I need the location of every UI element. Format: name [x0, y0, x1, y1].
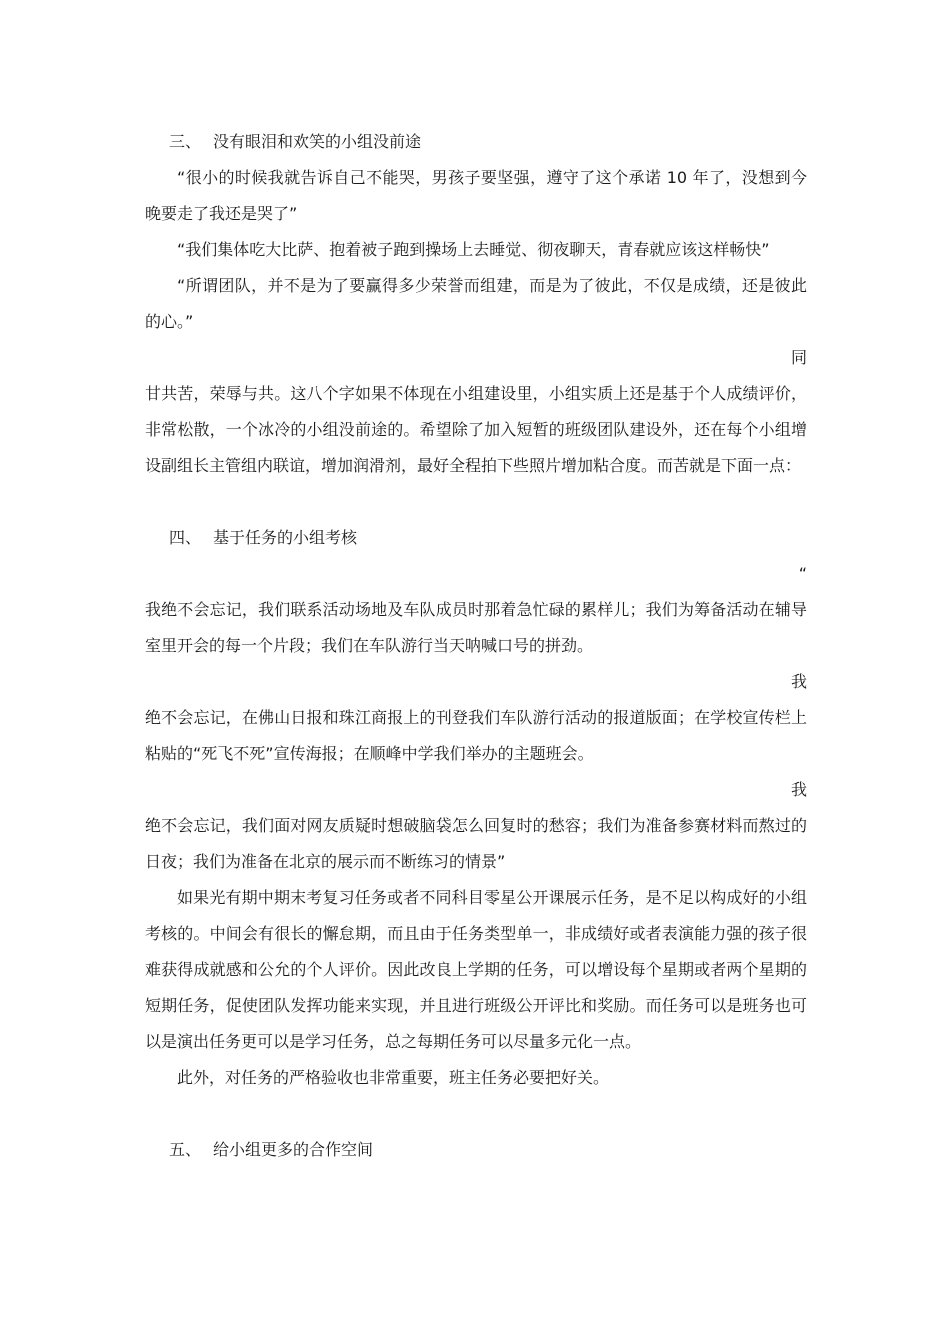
section-title: 基于任务的小组考核: [213, 528, 358, 547]
quote-paragraph: “所谓团队，并不是为了要赢得多少荣誉而组建，而是为了彼此，不仅是成绩，还是彼此的心。”: [145, 276, 807, 331]
section-heading-4: [145, 520, 807, 556]
document-body: [145, 124, 807, 1168]
quote-paragraph: “我们集体吃大比萨、抱着被子跑到操场上去睡觉、彻夜聊天，青春就应该这样畅快”: [177, 240, 770, 259]
section-title: 没有眼泪和欢笑的小组没前途: [213, 132, 422, 151]
quote-paragraph: 绝不会忘记，我们面对网友质疑时想破脑袋怎么回复时的愁容；我们为准备参赛材料而熬过的日夜；我们为准备在北京的展示而不断练习的情景”: [145, 816, 807, 871]
quote-paragraph: 我绝不会忘记，我们联系活动场地及车队成员时那着急忙碌的累样儿；我们为筹备活动在辅导室里开会的每一个片段；我们在车队游行当天呐喊口号的拼劲。: [145, 600, 807, 655]
line-lead-char: “: [798, 564, 807, 583]
line-lead-char: 我: [790, 780, 807, 799]
spacer: [145, 484, 807, 520]
section-number: 三、: [169, 132, 202, 151]
line-lead-char: 我: [790, 672, 807, 691]
quote-paragraph: “很小的时候我就告诉自己不能哭，男孩子要坚强，遵守了这个承诺 10 年了，没想到今晚要走了我还是哭了”: [145, 168, 807, 223]
section-heading-3: [145, 124, 807, 160]
body-paragraph: 甘共苦，荣辱与共。这八个字如果不体现在小组建设里，小组实质上还是基于个人成绩评价，非常松散，一个冰冷的小组没前途的。希望除了加入短暂的班级团队建设外，还在每个小组增设副组长主管组内联谊，增加润滑剂，最好全程拍下些照片增加粘合度。而苦就是下面一点：: [145, 384, 807, 475]
body-paragraph: 如果光有期中期末考复习任务或者不同科目零星公开课展示任务，是不足以构成好的小组考核的。中间会有很长的懈怠期，而且由于任务类型单一，非成绩好或者表演能力强的孩子很难获得成就感和公允的个人评价。因此改良上学期的任务，可以增设每个星期或者两个星期的短期任务，促使团队发挥功能来实现，并且进行班级公开评比和奖励。而任务可以是班务也可以是演出任务更可以是学习任务，总之每期任务可以尽量多元化一点。: [145, 888, 807, 1051]
spacer: [145, 1096, 807, 1132]
section-title: 给小组更多的合作空间: [213, 1140, 374, 1159]
section-number: 四、: [169, 528, 202, 547]
section-heading-5: [145, 1132, 807, 1168]
quote-paragraph: 绝不会忘记，在佛山日报和珠江商报上的刊登我们车队游行活动的报道版面；在学校宣传栏上粘贴的“死飞不死”宣传海报；在顺峰中学我们举办的主题班会。: [145, 708, 807, 763]
body-paragraph: 此外，对任务的严格验收也非常重要，班主任务必要把好关。: [177, 1068, 610, 1087]
line-lead-char: 同: [790, 348, 807, 367]
section-number: 五、: [169, 1140, 202, 1159]
